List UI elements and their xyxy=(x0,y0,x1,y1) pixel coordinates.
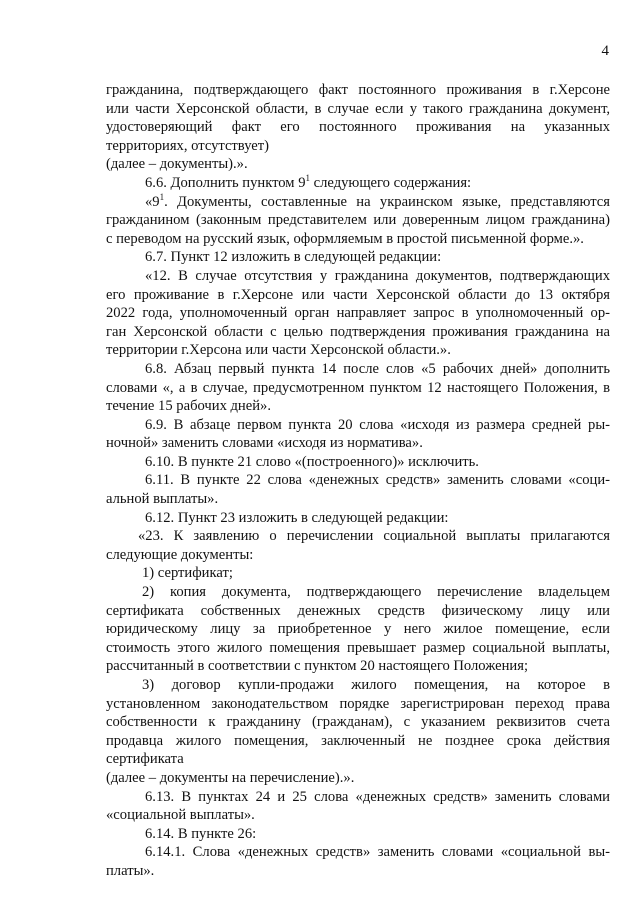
document-body xyxy=(106,81,610,881)
text-segment: . Документы, составленные на украинском языке, представляются xyxy=(164,193,610,210)
text-line xyxy=(106,490,610,509)
text-line xyxy=(106,453,610,472)
text-line xyxy=(106,286,610,305)
text-line xyxy=(106,118,610,137)
text-segment: 6.13. В пунктах 24 и 25 слова «денежных средств» заменить словами xyxy=(145,788,610,805)
text-line xyxy=(106,750,610,769)
text-segment: 1) сертификат; xyxy=(142,565,233,582)
text-segment: продавца жилого помещения, заключенный не позднее срока действия xyxy=(106,732,610,749)
text-line xyxy=(106,248,610,267)
text-line xyxy=(106,267,610,286)
text-line xyxy=(106,323,610,342)
text-line xyxy=(106,304,610,323)
text-line xyxy=(106,825,610,844)
text-line xyxy=(106,416,610,435)
text-segment: стоимость этого жилого помещения превышает размер социальной выплаты, xyxy=(106,639,610,656)
text-line xyxy=(106,676,610,695)
text-line xyxy=(106,509,610,528)
text-segment: 6.9. В абзаце первом пункта 20 слова «исходя из размера средней ры- xyxy=(145,416,610,433)
text-line xyxy=(106,713,610,732)
text-segment: течение 15 рабочих дней». xyxy=(106,398,271,415)
text-segment: сертификата собственных денежных средств физическому лицу или xyxy=(106,602,610,619)
text-segment: гражданина, подтверждающего факт постоянного проживания в г.Херсоне xyxy=(106,82,610,98)
text-line xyxy=(106,583,610,602)
text-line xyxy=(106,341,610,360)
text-segment: платы». xyxy=(106,862,155,879)
text-segment: собственности к гражданину (гражданам), с указанием реквизитов счета xyxy=(106,714,610,731)
text-segment: удостоверяющий факт его постоянного проживания на указанных xyxy=(106,119,610,136)
text-segment: 6.6. Дополнить пунктом 9 xyxy=(145,174,306,191)
page-number: 4 xyxy=(601,43,609,59)
text-segment: 6.14.1. Слова «денежных средств» заменить словами «социальной вы- xyxy=(145,844,610,861)
text-segment: 6.14. В пункте 26: xyxy=(145,825,257,842)
text-line xyxy=(106,788,610,807)
text-segment: ган Херсонской области с целью подтверждения проживания гражданина на xyxy=(106,323,610,340)
text-line xyxy=(106,174,610,193)
text-line xyxy=(106,527,610,546)
text-segment: рассчитанный в соответствии с пунктом 20 настоящего Положения; xyxy=(106,658,528,675)
text-line xyxy=(106,193,610,212)
text-segment: «социальной выплаты». xyxy=(106,807,255,824)
text-segment: 2022 года, уполномоченный орган направляет запрос в уполномоченный ор- xyxy=(106,305,610,322)
text-segment: 6.8. Абзац первый пункта 14 после слов «5 рабочих дней» дополнить xyxy=(145,360,610,377)
text-line xyxy=(106,695,610,714)
text-segment: «9 xyxy=(145,193,160,210)
text-line xyxy=(106,862,610,881)
text-segment: или части Херсонской области, в случае если у такого гражданина документ, xyxy=(106,100,610,117)
text-line xyxy=(106,471,610,490)
text-line xyxy=(106,81,610,100)
text-line xyxy=(106,639,610,658)
text-line xyxy=(106,806,610,825)
superscript: 1 xyxy=(159,192,165,202)
text-line xyxy=(106,620,610,639)
text-line xyxy=(106,732,610,751)
text-segment: следующие документы: xyxy=(106,546,254,563)
text-segment: следующего содержания: xyxy=(310,174,472,191)
text-line xyxy=(106,657,610,676)
text-segment: словами «, а в случае, предусмотренном пунктом 12 настоящего Положения, в xyxy=(106,379,610,396)
text-line xyxy=(106,360,610,379)
text-segment: установленном законодательством порядке зарегистрирован переход права xyxy=(106,695,610,712)
text-line xyxy=(106,397,610,416)
text-segment: юридическому лицу за приобретенное у него жилое помещение, если xyxy=(106,621,610,638)
text-segment: его проживание в г.Херсоне или части Херсонской области до 13 октября xyxy=(106,286,610,303)
text-line xyxy=(106,769,610,788)
text-segment: территории г.Херсона или части Херсонской области.». xyxy=(106,342,451,359)
text-segment: территориях, отсутствует) xyxy=(106,137,270,154)
text-line xyxy=(106,137,610,156)
text-segment: 6.11. В пункте 22 слова «денежных средств» заменить словами «соци- xyxy=(145,472,610,489)
text-line xyxy=(106,564,610,583)
text-segment: 6.10. В пункте 21 слово «(построенного)» исключить. xyxy=(145,453,479,470)
text-line xyxy=(106,602,610,621)
text-segment: с переводом на русский язык, оформляемым в простой письменной форме.». xyxy=(106,230,584,247)
text-segment: 3) договор купли-продажи жилого помещения, на которое в xyxy=(142,677,610,693)
text-segment: 6.7. Пункт 12 изложить в следующей редакции: xyxy=(145,249,442,266)
text-segment: 2) копия документа, подтверждающего перечисление владельцем xyxy=(142,584,610,601)
text-segment: «23. К заявлению о перечислении социальной выплаты прилагаются xyxy=(138,528,610,545)
text-segment: ночной» заменить словами «исходя из норматива». xyxy=(106,435,423,452)
text-line xyxy=(106,211,610,230)
text-line xyxy=(106,843,610,862)
text-line xyxy=(106,379,610,398)
text-line xyxy=(106,100,610,119)
superscript: 1 xyxy=(305,173,310,183)
text-segment: (далее – документы на перечисление).». xyxy=(106,769,355,786)
text-segment: (далее – документы).». xyxy=(106,156,248,173)
text-segment: гражданином (законным представителем или доверенным лицом гражданина) xyxy=(106,212,610,229)
text-segment: сертификата xyxy=(106,751,184,768)
text-line xyxy=(106,230,610,249)
text-line xyxy=(106,155,610,174)
text-line xyxy=(106,434,610,453)
text-segment: 6.12. Пункт 23 изложить в следующей редакции: xyxy=(145,509,449,526)
text-line xyxy=(106,546,610,565)
text-segment: «12. В случае отсутствия у гражданина документов, подтверждающих xyxy=(145,267,610,284)
text-segment: альной выплаты». xyxy=(106,491,219,508)
